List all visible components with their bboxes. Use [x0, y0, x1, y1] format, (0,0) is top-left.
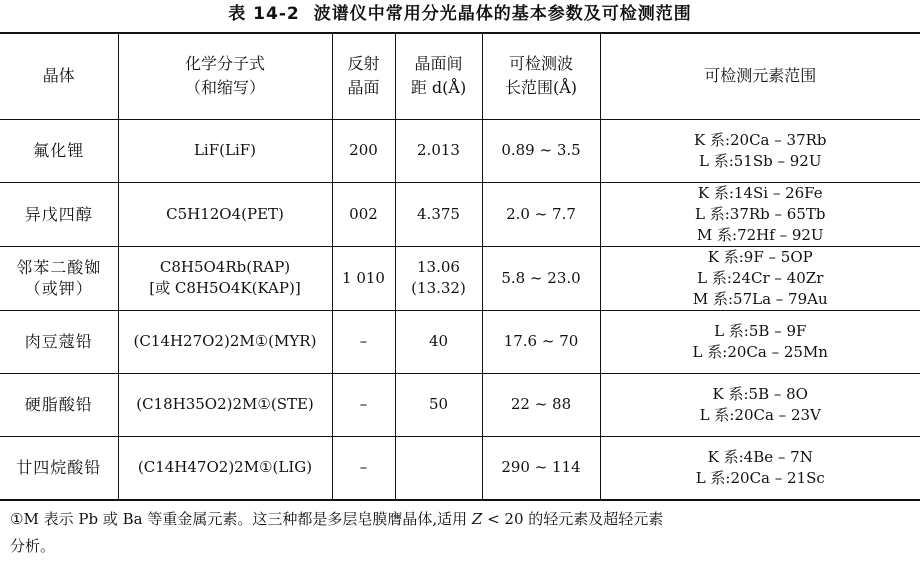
footnote — [10, 506, 916, 560]
crystal-table — [0, 32, 920, 501]
cell-crystal: 硬脂酸铅 — [0, 373, 118, 436]
caption-title: 波谱仪中常用分光晶体的基本参数及可检测范围 — [313, 4, 692, 24]
header-plane: 反射 晶面 — [332, 33, 395, 119]
header-row — [0, 33, 920, 119]
cell-plane: 1 010 — [332, 246, 395, 310]
cell-formula: LiF(LiF) — [118, 119, 332, 182]
cell-plane: – — [332, 436, 395, 500]
cell-wavelength: 290 ~ 114 — [482, 436, 600, 500]
cell-elements: K 系:4Be – 7N L 系:20Ca – 21Sc — [600, 436, 920, 500]
header-crystal: 晶体 — [0, 33, 118, 119]
cell-plane: – — [332, 373, 395, 436]
cell-formula: (C14H27O2)2M①(MYR) — [118, 310, 332, 373]
cell-crystal: 异戊四醇 — [0, 182, 118, 246]
header-formula: 化学分子式 （和缩写） — [118, 33, 332, 119]
header-elements: 可检测元素范围 — [600, 33, 920, 119]
footnote-text-b: < 20 的轻元素及超轻元素 — [482, 510, 664, 528]
cell-spacing: 13.06 (13.32) — [395, 246, 482, 310]
cell-wavelength: 0.89 ~ 3.5 — [482, 119, 600, 182]
footnote-marker: ① — [10, 510, 24, 528]
cell-plane: – — [332, 310, 395, 373]
cell-plane: 200 — [332, 119, 395, 182]
cell-spacing: 4.375 — [395, 182, 482, 246]
header-wavelength: 可检测波 长范围(Å) — [482, 33, 600, 119]
header-spacing: 晶面间 距 d(Å) — [395, 33, 482, 119]
footnote-variable: Z — [471, 510, 483, 528]
footnote-text-c: 分析。 — [10, 537, 56, 555]
cell-wavelength: 5.8 ~ 23.0 — [482, 246, 600, 310]
cell-plane: 002 — [332, 182, 395, 246]
cell-formula: (C14H47O2)2M①(LIG) — [118, 436, 332, 500]
cell-elements: K 系:14Si – 26Fe L 系:37Rb – 65Tb M 系:72Hf – 92U — [600, 182, 920, 246]
cell-formula: C8H5O4Rb(RAP) [或 C8H5O4K(KAP)] — [118, 246, 332, 310]
cell-spacing: 2.013 — [395, 119, 482, 182]
table-row — [0, 436, 920, 500]
caption-number: 表 14-2 — [228, 4, 300, 24]
cell-spacing: 40 — [395, 310, 482, 373]
cell-formula: (C18H35O2)2M①(STE) — [118, 373, 332, 436]
cell-wavelength: 2.0 ~ 7.7 — [482, 182, 600, 246]
cell-crystal: 邻苯二酸铷 （或钾） — [0, 246, 118, 310]
cell-elements: K 系:20Ca – 37Rb L 系:51Sb – 92U — [600, 119, 920, 182]
table-row — [0, 182, 920, 246]
footnote-text-a: M 表示 Pb 或 Ba 等重金属元素。这三种都是多层皂膜膺晶体,适用 — [23, 510, 468, 528]
cell-wavelength: 17.6 ~ 70 — [482, 310, 600, 373]
cell-crystal: 氟化锂 — [0, 119, 118, 182]
table-row — [0, 373, 920, 436]
cell-formula: C5H12O4(PET) — [118, 182, 332, 246]
table-row — [0, 310, 920, 373]
cell-elements: K 系:9F – 5OP L 系:24Cr – 40Zr M 系:57La – 79Au — [600, 246, 920, 310]
table-caption — [0, 0, 920, 28]
cell-wavelength: 22 ~ 88 — [482, 373, 600, 436]
cell-crystal: 肉豆蔻铅 — [0, 310, 118, 373]
cell-spacing — [395, 436, 482, 500]
cell-elements: L 系:5B – 9F L 系:20Ca – 25Mn — [600, 310, 920, 373]
cell-spacing: 50 — [395, 373, 482, 436]
cell-elements: K 系:5B – 8O L 系:20Ca – 23V — [600, 373, 920, 436]
cell-crystal: 廿四烷酸铅 — [0, 436, 118, 500]
table-row — [0, 246, 920, 310]
table-row — [0, 119, 920, 182]
